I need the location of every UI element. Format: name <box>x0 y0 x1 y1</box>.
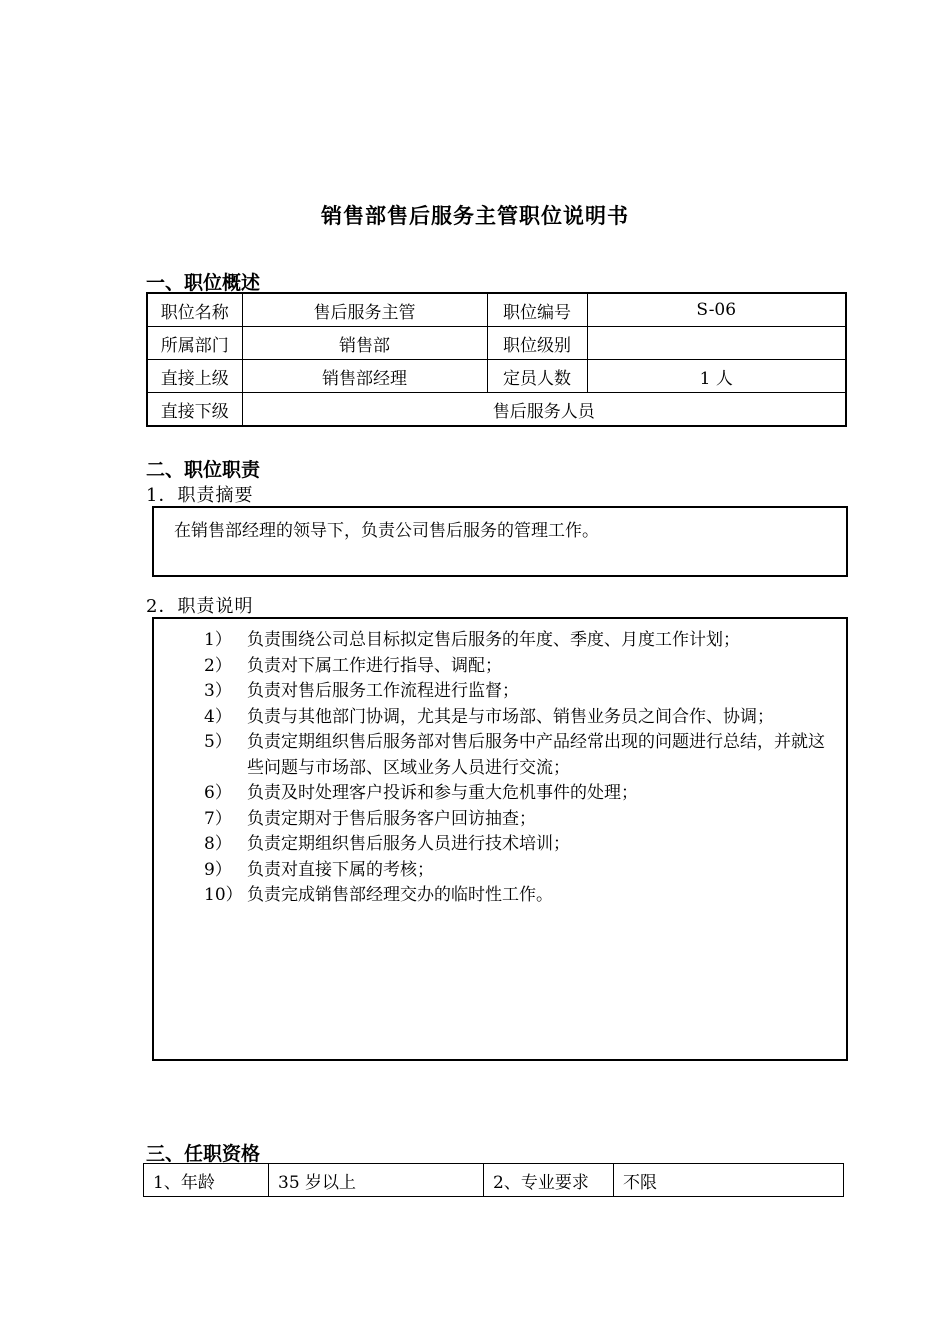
table-cell: 不限 <box>614 1164 844 1197</box>
duty-text: 负责对直接下属的考核； <box>247 859 434 880</box>
duties-box <box>152 617 848 1061</box>
duty-text: 负责定期组织售后服务部对售后服务中产品经常出现的问题进行总结，并就这些问题与市场部、区域业务人员进行交流； <box>247 732 825 778</box>
list-item <box>204 705 837 731</box>
duty-text: 负责对下属工作进行指导、调配； <box>247 655 502 676</box>
table-cell: 销售部经理 <box>242 360 487 393</box>
duty-text: 负责对售后服务工作流程进行监督； <box>247 681 519 701</box>
table-cell: 销售部 <box>242 327 487 360</box>
table-cell: 职位级别 <box>487 327 587 360</box>
page-title: 销售部售后服务主管职位说明书 <box>321 204 629 228</box>
table-cell: 所属部门 <box>147 327 242 360</box>
table-cell: 1 人 <box>587 360 846 393</box>
overview-table <box>146 292 847 427</box>
duty-number: 10） <box>204 885 243 905</box>
section-heading-qualifications: 三、任职资格 <box>146 1143 261 1165</box>
duty-text: 负责定期组织售后服务人员进行技术培训； <box>247 834 570 854</box>
duty-number: 9） <box>204 859 232 880</box>
section-heading-overview: 一、职位概述 <box>146 272 261 294</box>
duty-text: 负责与其他部门协调，尤其是与市场部、销售业务员之间合作、协调； <box>247 706 774 727</box>
list-item <box>204 883 837 909</box>
duty-number: 2） <box>204 655 232 676</box>
duties-list <box>204 628 837 909</box>
list-item <box>204 832 837 858</box>
table-cell: 职位编号 <box>487 293 587 327</box>
table-row <box>147 293 846 327</box>
table-row <box>147 327 846 360</box>
list-item <box>204 781 837 807</box>
table-cell: S-06 <box>587 293 846 327</box>
table-cell: 直接上级 <box>147 360 242 393</box>
list-item <box>204 858 837 884</box>
duty-text: 负责定期对于售后服务客户回访抽查； <box>247 808 536 829</box>
duty-number: 6） <box>204 783 232 803</box>
summary-box <box>152 506 848 577</box>
duty-number: 5） <box>204 732 232 752</box>
list-item <box>204 628 837 654</box>
table-row <box>144 1164 844 1197</box>
duty-number: 7） <box>204 808 232 829</box>
table-row <box>147 393 846 427</box>
duty-number: 8） <box>204 834 232 854</box>
table-cell: 定员人数 <box>487 360 587 393</box>
table-row <box>147 360 846 393</box>
summary-text: 在销售部经理的领导下，负责公司售后服务的管理工作。 <box>174 521 599 541</box>
list-item <box>204 807 837 833</box>
duty-text: 负责围绕公司总目标拟定售后服务的年度、季度、月度工作计划； <box>247 630 740 650</box>
table-cell: 2、专业要求 <box>484 1164 614 1197</box>
table-cell <box>587 327 846 360</box>
section-heading-duties: 二、职位职责 <box>146 459 261 481</box>
duty-text: 负责完成销售部经理交办的临时性工作。 <box>247 885 553 905</box>
duty-number: 1） <box>204 630 232 650</box>
duty-number: 4） <box>204 706 232 727</box>
list-item <box>204 730 837 781</box>
table-cell: 35 岁以上 <box>269 1164 484 1197</box>
details-heading: 2．职责说明 <box>146 596 254 617</box>
table-cell: 售后服务主管 <box>242 293 487 327</box>
table-cell: 1、年龄 <box>144 1164 269 1197</box>
table-cell: 职位名称 <box>147 293 242 327</box>
qualifications-table <box>143 1163 844 1197</box>
summary-heading: 1．职责摘要 <box>146 485 254 506</box>
duty-number: 3） <box>204 681 232 701</box>
duty-text: 负责及时处理客户投诉和参与重大危机事件的处理； <box>247 783 638 803</box>
list-item <box>204 654 837 680</box>
table-cell: 售后服务人员 <box>242 393 846 427</box>
list-item <box>204 679 837 705</box>
table-cell: 直接下级 <box>147 393 242 427</box>
